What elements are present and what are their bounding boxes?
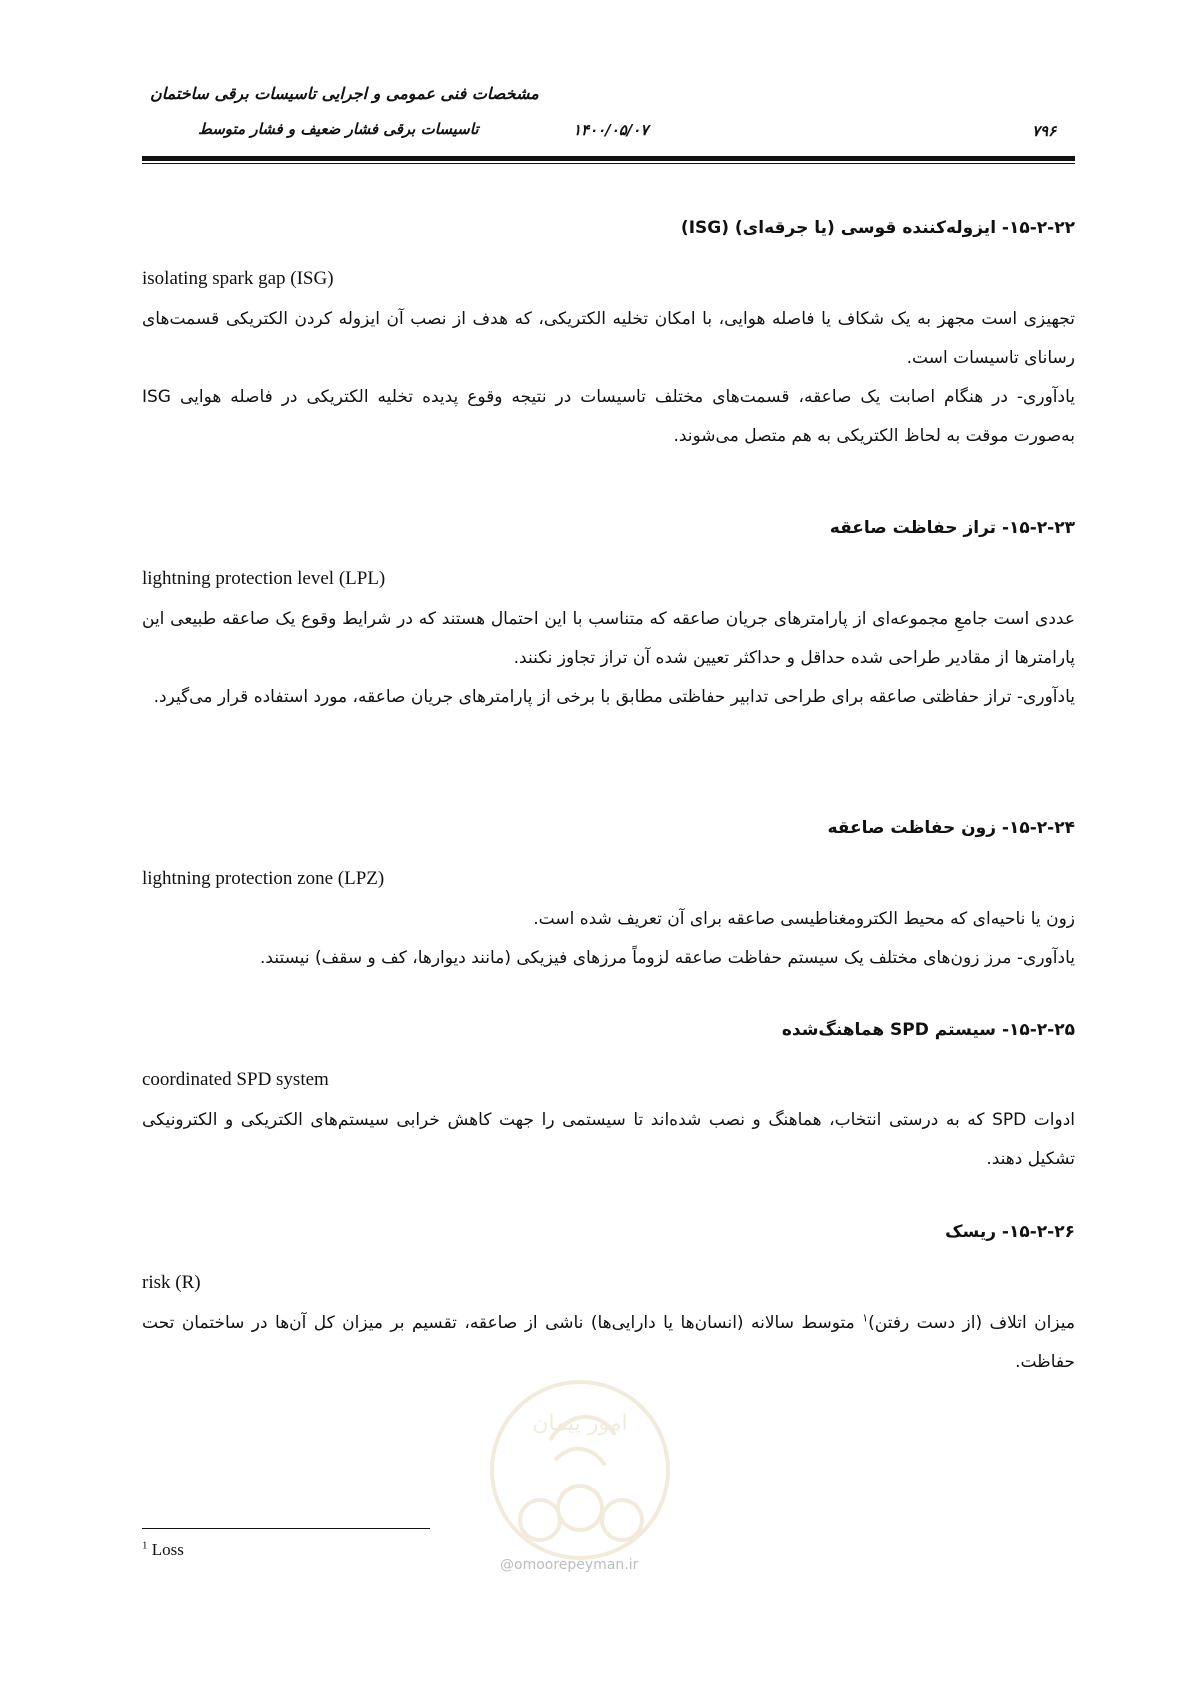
section-definition: تجهیزی است مجهز به یک شکاف یا فاصله هوایی، با امکان تخلیه الکتریکی، که هدف از نصب آن ایزوله کردن الکتریکی قسمت‌های رسانای تاسیسات است. — [142, 309, 1075, 368]
section-term: coordinated SPD system — [142, 1069, 329, 1090]
header-rule-thin — [142, 163, 1075, 164]
section-term: lightning protection zone (LPZ) — [142, 868, 385, 889]
gear-icon — [558, 1486, 602, 1530]
page-number: ۷۹۶ — [1032, 122, 1057, 140]
section-term: lightning protection level (LPL) — [142, 568, 386, 589]
gear-icon — [520, 1500, 560, 1540]
section-term: risk (R) — [142, 1272, 201, 1293]
section-definition: عددی است جامعِ مجموعه‌ای از پارامترهای جریان صاعقه که متناسب با این احتمال هستند که در شرایط وقوع یک صاعقه طبیعی این پارامترها از مقادیر طراحی شده حداقل و حداکثر تعیین شده آن تراز تجاوز نکنند. — [142, 609, 1075, 668]
watermark-logo — [480, 1370, 680, 1570]
section-note: یادآوری- در هنگام اصابت یک صاعقه، قسمت‌های مختلف تاسیسات در نتیجه وقوع پدیده تخلیه الکتریکی در فاصله هوایی ISG به‌صورت موقت به لحاظ الکتریکی به هم متصل می‌شوند. — [142, 387, 1075, 446]
section-note: یادآوری- مرز زون‌های مختلف یک سیستم حفاظت صاعقه لزوماً مرزهای فیزیکی (مانند دیوارها، کف و سقف) نیستند. — [260, 948, 1075, 968]
footnote-rule — [142, 1528, 430, 1529]
section-term: isolating spark gap (ISG) — [142, 268, 334, 289]
section-heading: ۱۵-۲-۲۳- تراز حفاظت صاعقه — [829, 518, 1075, 538]
section-heading: ۱۵-۲-۲۶- ریسک — [945, 1222, 1075, 1242]
footnote-text: Loss — [151, 1540, 184, 1559]
watermark-script — [555, 1449, 605, 1465]
header-subtitle: تاسیسات برقی فشار ضعیف و فشار متوسط — [198, 120, 479, 138]
definition-part: متوسط سالانه (انسان‌ها یا دارایی‌ها) ناشی از صاعقه، تقسیم بر میزان کل آن‌ها در ساختمان تحت حفاظت. — [142, 1313, 1075, 1372]
definition-part: میزان اتلاف (از دست رفتن) — [868, 1313, 1075, 1333]
footnote-ref[interactable]: ۱ — [862, 1311, 869, 1325]
watermark-logo-text: امور پیمان — [532, 1411, 628, 1436]
gear-icon — [602, 1500, 642, 1540]
section-note: یادآوری- تراز حفاظتی صاعقه برای طراحی تدابیر حفاظتی مطابق با برخی از پارامترهای جریان صاعقه، مورد استفاده قرار می‌گیرد. — [153, 687, 1075, 707]
section-heading: ۱۵-۲-۲۲- ایزوله‌کننده قوسی (یا جرقه‌ای) (ISG) — [680, 218, 1075, 238]
header-title: مشخصات فنی عمومی و اجرایی تاسیسات برقی ساختمان — [150, 84, 539, 103]
footnote-mark: 1 — [142, 1539, 148, 1552]
section-definition: ادوات SPD که به درستی انتخاب، هماهنگ و نصب شده‌اند تا سیستمی را جهت کاهش خرابی سیستم‌های الکتریکی و الکترونیکی تشکیل دهند. — [142, 1110, 1075, 1169]
section-heading: ۱۵-۲-۲۴- زون حفاظت صاعقه — [827, 818, 1075, 838]
section-heading: ۱۵-۲-۲۵- سیستم SPD هماهنگ‌شده — [781, 1020, 1075, 1040]
section-definition: زون یا ناحیه‌ای که محیط الکترومغناطیسی صاعقه برای آن تعریف شده است. — [533, 909, 1075, 929]
header-rule-thick — [142, 156, 1075, 161]
header-date: ۱۴۰۰/۰۵/۰۷ — [573, 121, 649, 139]
footnote — [142, 1540, 184, 1560]
watermark-url: @omoorepeyman.ir — [500, 1557, 639, 1573]
